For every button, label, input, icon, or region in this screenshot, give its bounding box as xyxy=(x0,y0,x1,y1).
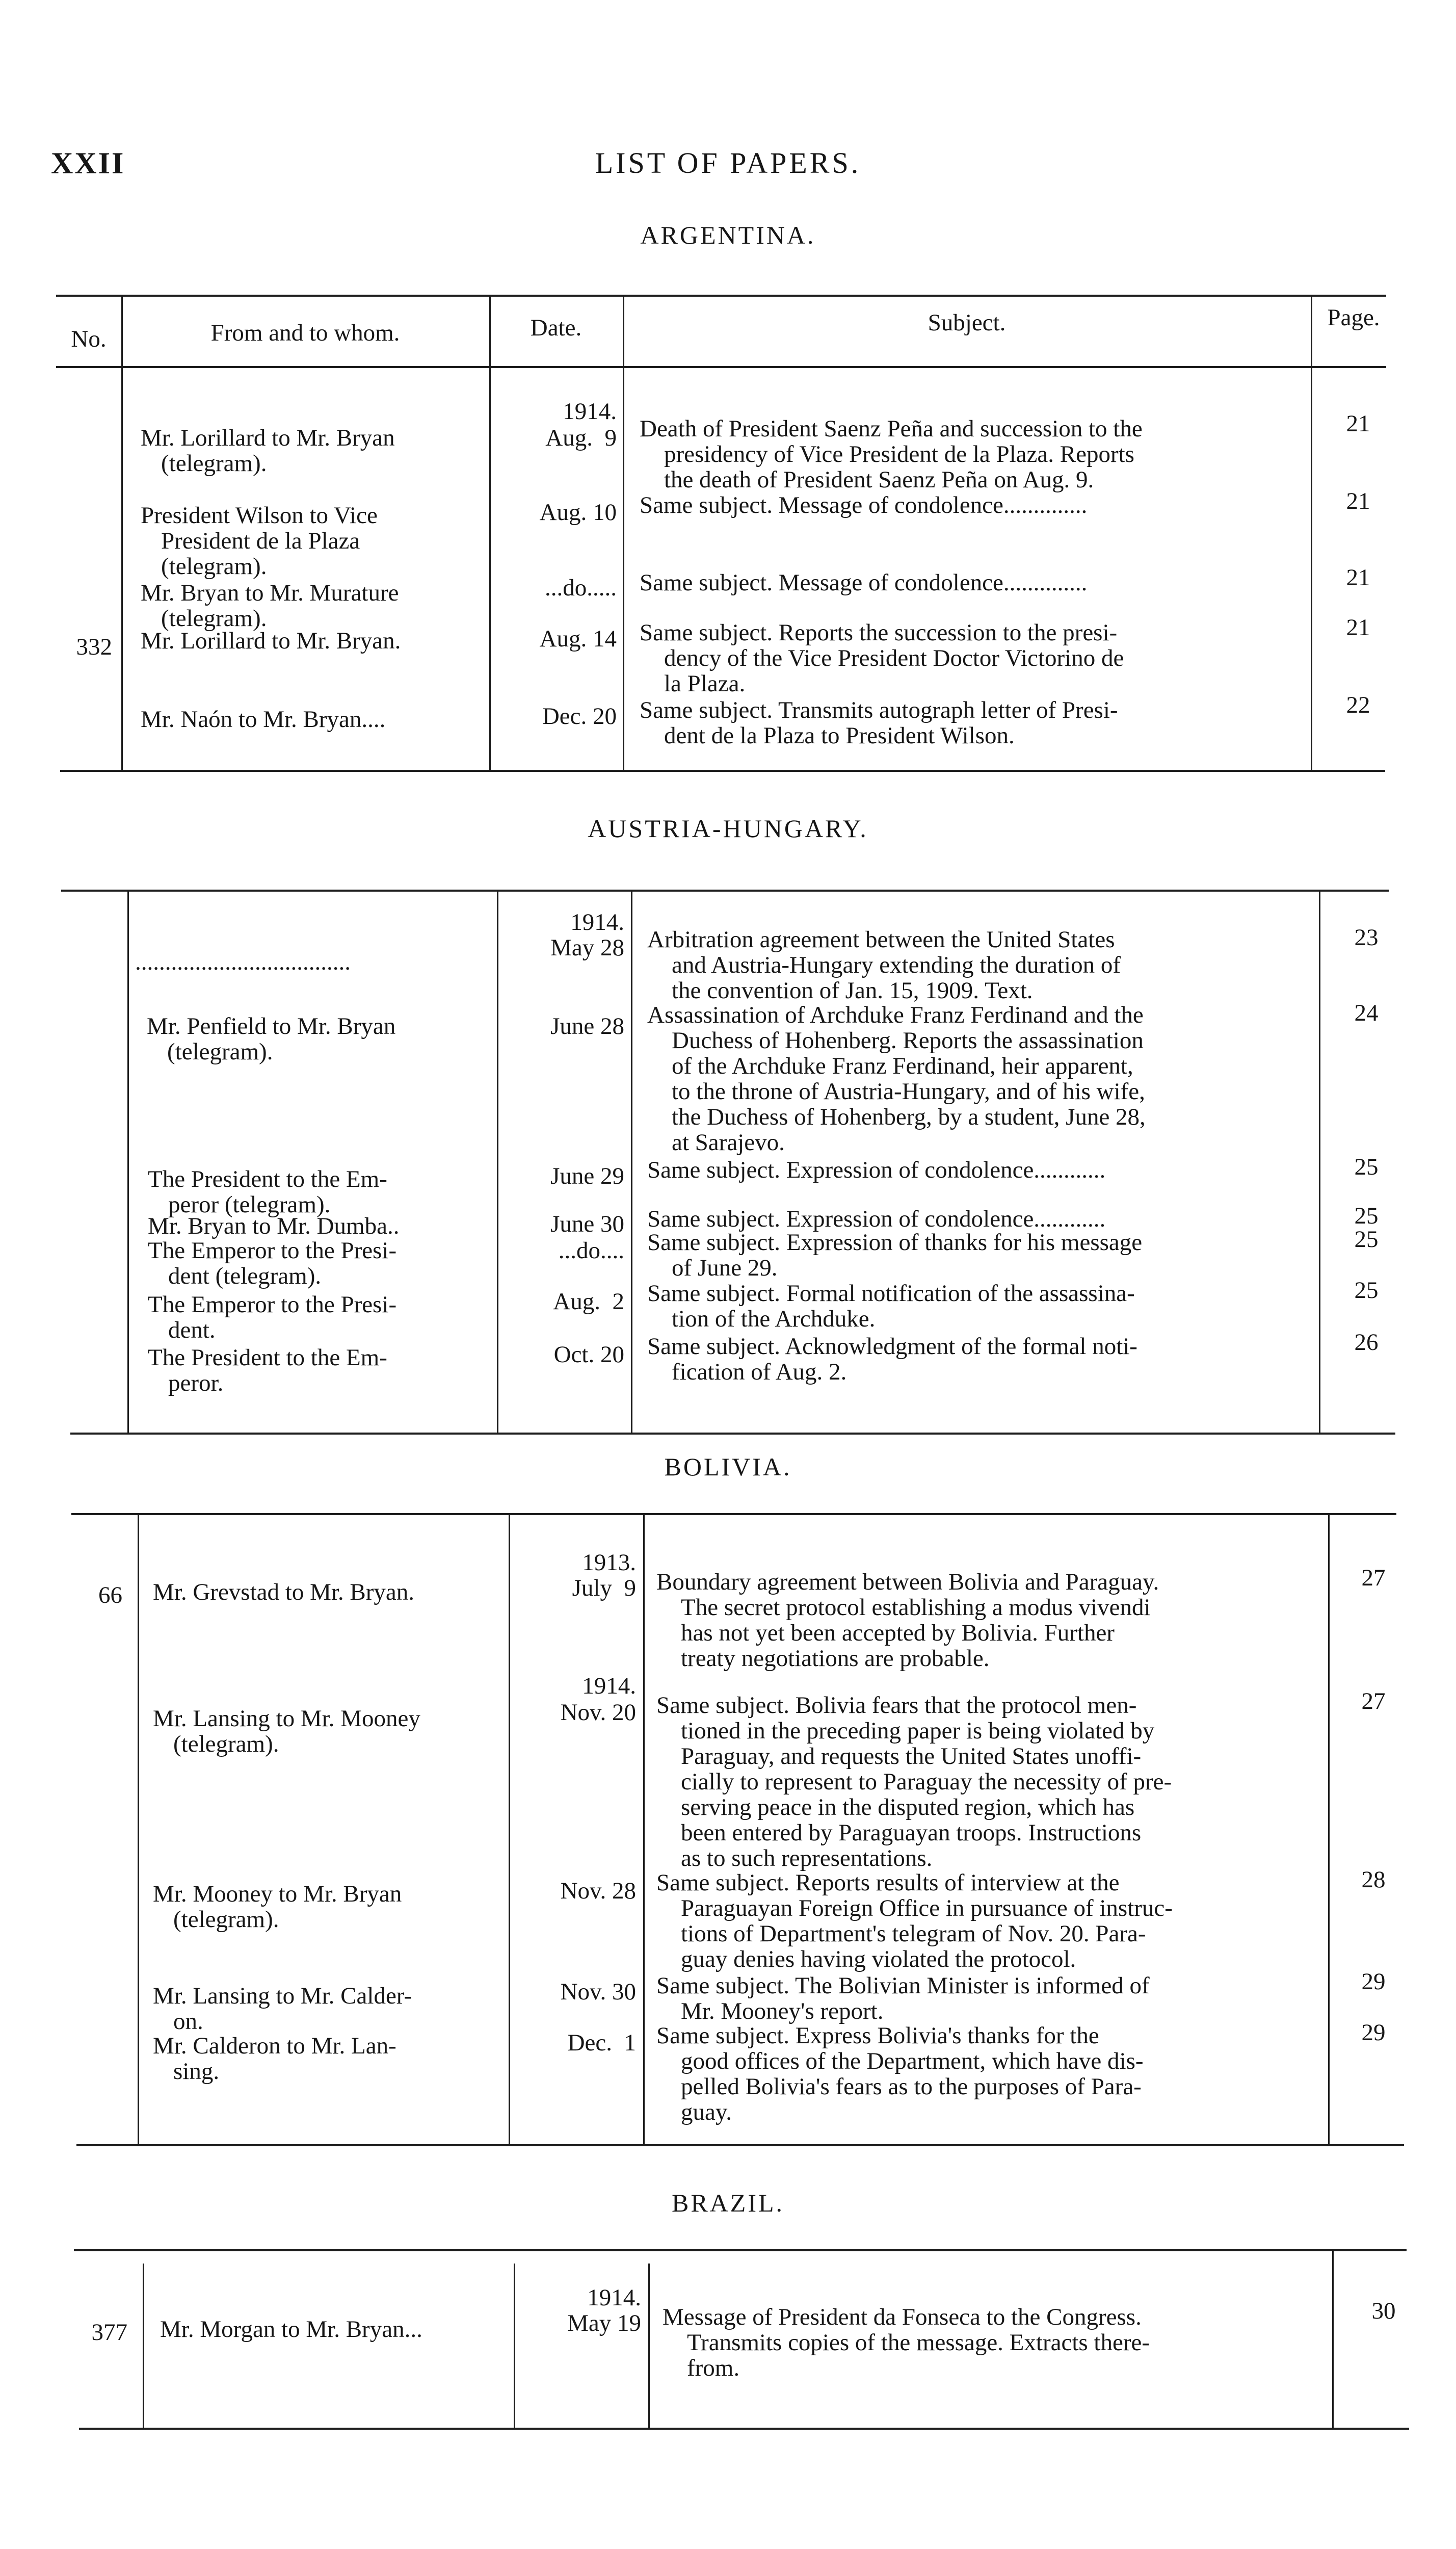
table-row-from: Mr. Bryan to Mr. Murature (telegram). xyxy=(141,580,399,632)
table-row-subject: Same subject. Acknowledgment of the formal noti- fication of Aug. 2. xyxy=(647,1333,1137,1385)
table-row-date: Aug. 9 xyxy=(545,425,617,451)
table-row-subject: Boundary agreement between Bolivia and Paraguay. The secret protocol establishing a modus vivendi has not yet been accepted by Bolivia. Further treaty negotiations are probable. xyxy=(656,1569,1159,1672)
header-subject: Subject. xyxy=(928,309,1006,336)
table-row-date: May 19 xyxy=(567,2310,641,2336)
table-row-subject: Arbitration agreement between the United States and Austria-Hungary extending the duration of the convention of Jan. 15, 1909. Text. xyxy=(647,926,1121,1004)
column-divider xyxy=(1332,2249,1334,2428)
table-row-subject: Same subject. Bolivia fears that the protocol men- tioned in the preceding paper is being violated by Paraguay, and requests the United States unoffi- cially to represent to Paraguay the necessity of pre- serving peace in the disputed region, which has been entered by Paraguayan troops. Instructions as to such representations. xyxy=(656,1692,1172,1871)
section-title-bolivia: BOLIVIA. xyxy=(664,1452,792,1481)
column-divider xyxy=(497,890,498,1433)
table-row-from: Mr. Bryan to Mr. Dumba.. xyxy=(148,1213,400,1239)
table-row-subject: Same subject. Message of condolence.............. xyxy=(640,569,1088,596)
table-row-no: 66 xyxy=(98,1582,122,1608)
column-divider xyxy=(1319,890,1320,1433)
table-row-page: 25 xyxy=(1354,1226,1379,1253)
table-row-date: Oct. 20 xyxy=(553,1341,624,1368)
column-divider xyxy=(489,295,491,770)
table-row-no: 377 xyxy=(91,2319,127,2346)
table-row-from: Mr. Calderon to Mr. Lan- sing. xyxy=(153,2033,396,2085)
table-rule-top xyxy=(74,2249,1407,2251)
header-no: No. xyxy=(71,326,107,352)
table-row-subject: Same subject. Transmits autograph letter of Presi- dent de la Plaza to President Wilson. xyxy=(640,697,1118,749)
column-divider xyxy=(643,1513,645,2144)
page-title: LIST OF PAPERS. xyxy=(595,146,861,179)
table-row-subject: Same subject. Expression of condolence............ xyxy=(647,1206,1106,1232)
year-label: 1914. xyxy=(570,909,624,935)
table-row-date: Nov. 30 xyxy=(560,1979,636,2005)
table-row-page: 26 xyxy=(1354,1329,1379,1356)
column-divider xyxy=(623,295,624,770)
section-title-austria-hungary: AUSTRIA-HUNGARY. xyxy=(588,814,868,843)
year-label: 1914. xyxy=(563,398,617,425)
table-row-date: May 28 xyxy=(550,934,624,961)
table-row-from: Mr. Morgan to Mr. Bryan... xyxy=(160,2316,422,2343)
table-row-page: 25 xyxy=(1354,1154,1379,1180)
table-row-date: June 30 xyxy=(550,1211,624,1237)
table-rule-bottom xyxy=(76,2144,1404,2146)
year-label: 1914. xyxy=(582,1673,636,1699)
table-rule-top xyxy=(56,295,1386,297)
table-row-from: The President to the Em- peror (telegram). xyxy=(148,1166,387,1218)
table-row-subject: Same subject. Message of condolence.............. xyxy=(640,492,1088,518)
table-row-from: Mr. Grevstad to Mr. Bryan. xyxy=(153,1579,415,1605)
table-row-page: 29 xyxy=(1361,2019,1386,2046)
table-rule-header xyxy=(56,366,1386,368)
table-row-page: 27 xyxy=(1361,1688,1386,1714)
table-row-from: Mr. Lorillard to Mr. Bryan. xyxy=(141,628,401,654)
table-row-from: The Emperor to the Presi- dent. xyxy=(148,1291,397,1343)
header-page: Page. xyxy=(1327,304,1380,331)
header-from: From and to whom. xyxy=(210,320,400,346)
table-row-subject: Same subject. Expression of thanks for his message of June 29. xyxy=(647,1229,1143,1281)
table-row-date: ...do.... xyxy=(558,1237,624,1264)
table-row-subject: Message of President da Fonseca to the Congress. Transmits copies of the message. Extracts there- from. xyxy=(663,2304,1150,2381)
table-rule-top xyxy=(61,890,1389,892)
table-row-date: Aug. 2 xyxy=(553,1288,624,1315)
table-row-from: Mr. Lorillard to Mr. Bryan (telegram). xyxy=(141,425,395,477)
column-divider xyxy=(509,1513,510,2144)
page-number: XXII xyxy=(51,146,125,180)
table-row-page: 22 xyxy=(1346,692,1370,718)
table-row-subject: Same subject. Express Bolivia's thanks for the good offices of the Department, which have dis- pelled Bolivia's fears as to the purposes of Para- guay. xyxy=(656,2022,1144,2125)
table-row-page: 21 xyxy=(1346,564,1370,591)
table-row-from: President Wilson to Vice President de la Plaza (telegram). xyxy=(141,502,378,580)
table-row-no: 332 xyxy=(76,634,112,660)
table-row-date: June 28 xyxy=(550,1013,624,1039)
table-row-date: ...do..... xyxy=(545,575,617,601)
column-divider xyxy=(1328,1513,1330,2144)
year-label: 1914. xyxy=(587,2284,641,2311)
year-label: 1913. xyxy=(582,1549,636,1576)
section-title-brazil: BRAZIL. xyxy=(671,2189,785,2217)
column-divider xyxy=(121,295,123,770)
table-rule-bottom xyxy=(79,2428,1409,2430)
table-row-from: .................................... xyxy=(135,949,351,975)
column-divider xyxy=(127,890,129,1433)
table-row-from: Mr. Mooney to Mr. Bryan (telegram). xyxy=(153,1881,402,1933)
table-row-from: The President to the Em- peror. xyxy=(148,1344,387,1396)
column-divider xyxy=(143,2264,144,2428)
table-row-subject: Same subject. Formal notification of the assassina- tion of the Archduke. xyxy=(647,1280,1135,1332)
table-row-page: 21 xyxy=(1346,614,1370,641)
table-rule-bottom xyxy=(70,1433,1395,1435)
table-row-from: Mr. Naón to Mr. Bryan.... xyxy=(141,706,386,733)
table-row-page: 28 xyxy=(1361,1866,1386,1893)
table-row-page: 21 xyxy=(1346,488,1370,514)
table-row-date: Nov. 20 xyxy=(560,1699,636,1726)
table-row-date: Aug. 10 xyxy=(539,499,617,526)
table-row-subject: Assassination of Archduke Franz Ferdinand and the Duchess of Hohenberg. Reports the assassination of the Archduke Franz Ferdinand, heir apparent, to the throne of Austria-Hungary, and of his wife, the Duchess of Hohenberg, by a student, June 28, at Sarajevo. xyxy=(647,1002,1146,1156)
table-row-page: 29 xyxy=(1361,1968,1386,1995)
table-row-subject: Same subject. The Bolivian Minister is informed of Mr. Mooney's report. xyxy=(656,1972,1150,2024)
table-row-page: 21 xyxy=(1346,410,1370,437)
table-row-date: Dec. 1 xyxy=(567,2030,636,2056)
header-date: Date. xyxy=(530,315,582,341)
table-row-from: Mr. Penfield to Mr. Bryan (telegram). xyxy=(147,1013,396,1065)
table-row-from: Mr. Lansing to Mr. Mooney (telegram). xyxy=(153,1705,420,1757)
table-row-subject: Same subject. Expression of condolence............ xyxy=(647,1157,1106,1183)
table-row-subject: Same subject. Reports results of interview at the Paraguayan Foreign Office in pursuance of instruc- tions of Department's telegram of Nov. 20. Para- guay denies having violated the protocol. xyxy=(656,1869,1173,1972)
column-divider xyxy=(138,1513,139,2144)
column-divider xyxy=(631,890,632,1433)
table-row-page: 25 xyxy=(1354,1277,1379,1304)
table-row-page: 27 xyxy=(1361,1565,1386,1591)
column-divider xyxy=(648,2264,650,2428)
table-row-from: Mr. Lansing to Mr. Calder- on. xyxy=(153,1983,412,2035)
table-row-date: Nov. 28 xyxy=(560,1878,636,1904)
table-rule-top xyxy=(71,1513,1396,1515)
table-rule-bottom xyxy=(60,770,1385,772)
table-row-page: 30 xyxy=(1371,2298,1396,2324)
table-row-date: Aug. 14 xyxy=(539,626,617,652)
table-row-date: Dec. 20 xyxy=(542,703,617,730)
column-divider xyxy=(1311,295,1312,770)
table-row-from: The Emperor to the Presi- dent (telegram). xyxy=(148,1237,397,1289)
table-row-date: July 9 xyxy=(572,1575,636,1601)
table-row-page: 25 xyxy=(1354,1203,1379,1229)
table-row-page: 24 xyxy=(1354,1000,1379,1026)
table-row-date: June 29 xyxy=(550,1163,624,1189)
table-row-subject: Same subject. Reports the succession to the presi- dency of the Vice President Doctor Victorino de la Plaza. xyxy=(640,619,1124,697)
table-row-subject: Death of President Saenz Peña and succession to the presidency of Vice President de la Plaza. Reports the death of President Saenz Peña on Aug. 9. xyxy=(640,415,1143,493)
table-row-page: 23 xyxy=(1354,924,1379,951)
section-title-argentina: ARGENTINA. xyxy=(640,221,816,249)
column-divider xyxy=(514,2264,515,2428)
